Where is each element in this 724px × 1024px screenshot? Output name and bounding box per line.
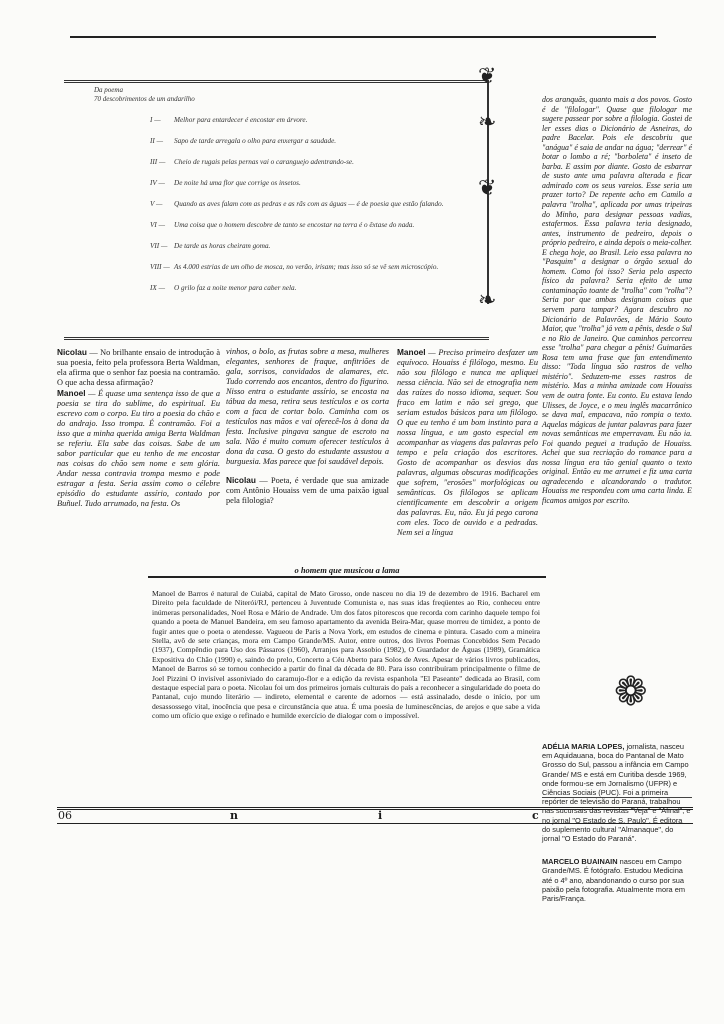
masthead-letter: n [230, 809, 238, 822]
credit-entry [542, 742, 692, 843]
poem-heading-line: 70 descobrimentos de um andarilho [94, 95, 195, 103]
speaker-label: Nicolau [57, 347, 87, 357]
credits-divider [542, 797, 692, 798]
footer-rule-top [57, 807, 693, 810]
credit-text: nasceu em Campo Grande/MS. É fotógrafo. Estudou Medicina até o 4º ano, abandonando o curso por sua paixão pela fotografia. Atualmente mora em Paris/França. [542, 857, 685, 904]
poem-verse [150, 137, 480, 146]
poem-verse [150, 179, 480, 188]
poem-heading-line: Da poema [94, 86, 123, 94]
interview-column-4 [542, 95, 692, 506]
poem-verse [150, 263, 480, 272]
floral-ornament-icon: ❁ [614, 669, 648, 715]
credit-text: jornalista, nasceu em Aquidauana, boca do Pantanal de Mato Grosso do Sul, passou a infância em Campo Grande/ MS e está em Curitiba desde 1969, onde formou-se em Jornalismo (UFPR) e Ciências Sociais (PUC). Foi a primeira repórter de televisão do Paraná, trabalhou nas sucursais das revistas "Veja" e "Afinal", e no jornal "O Estado de S. Paulo". É editora do suplemento cultural "Almanaque", do jornal "O Estado do Paraná". [542, 742, 691, 844]
verse-number: V — [150, 200, 163, 208]
verse-number: VII — [150, 242, 168, 250]
bio-title: o homem que musicou a lama [294, 565, 400, 575]
scroll-ornament-icon: ❦ [478, 64, 497, 89]
interview-column-2 [226, 347, 389, 506]
top-rule [70, 36, 656, 38]
verse-number: III — [150, 158, 166, 166]
footer-rule-bottom [57, 823, 693, 824]
poem-verses [150, 116, 480, 305]
verse-text: De tarde as horas cheiram goma. [174, 242, 271, 250]
masthead-letter: c [532, 809, 539, 822]
poem-verse [150, 116, 480, 125]
verse-text: Cheio de rugais pelas pernas vai o caranguejo adentrando-se. [174, 158, 354, 166]
page-number: 06 [58, 809, 72, 822]
speaker-label: Nicolau [226, 475, 256, 485]
verse-text: O grilo faz a noite menor para caber nela. [174, 284, 297, 292]
answer-text: vinhos, o bolo, as frutas sobre a mesa, mulheres elegantes, senhores de fraque, anfitriões de gala, sorrisos, convidados de alamares, etc. Tudo correndo aos encantos, dentro do figurino. Nisso entra o estudante assírio, se encosta na tábua da mesa, retira seus testículos e os corta com a faca de cortar bolo. Caminha com os testículos nas mãos e vai oferecê-los à dona da festa. Inclusive pingava sangue de escroto na sala. Não é muito comum oferecer testículos à dona da casa. O gesto do estudante assustou a burguesia. Mas parece que foi saudável depois. [226, 347, 389, 466]
poem-heading [94, 86, 195, 104]
scroll-ornament-icon: ❧ [478, 110, 497, 135]
answer-text: — Preciso primeiro desfazer um equívoco. Houaiss é filólogo, mesmo. Eu não sou filólogo e nunca me apliquei nessa ciência. Não sei de etnografia nem das raízes do nosso idioma, sequer. Sou fraco em latim e não sei grego, que seriam estudos básicos para um filólogo. O que eu tenho é um bom instinto para a nossa língua, e um gosto especial em acompanhar as viagens das palavras pelo tempo e pela criação dos escritores. Gosto de acompanhar os desvios das palavras, algumas obscuras modificações que sofrem, "erosões" morfológicas ou semânticas. Os filólogos se aplicam cientificamente em descobrir a origem das palavras. Eu, não. Eu já pego carona com eles. Toco de ouvido e a pedradas. Nem sei a língua [397, 348, 538, 537]
speaker-label: Manoel [397, 347, 426, 357]
credits [542, 742, 692, 913]
verse-text: Uma coisa que o homem descobre de tanto se encostar na terra é o êxtase do nada. [174, 221, 415, 229]
verse-number: VI — [150, 221, 165, 229]
masthead-letter: i [378, 809, 383, 822]
verse-number: II — [150, 137, 163, 145]
question-text: — Poeta, é verdade que sua amizade com Antônio Houaiss vem de uma paixão igual pela filologia? [226, 476, 389, 505]
answer-text: dos aranquãs, quanto mais a dos povos. Gosto é de "filologar". Quase que filologar me sugere passear por sobre a filologia. Gostei de ler esses dias o Dicionário de Asneiras, do padre Bacelar. Pois ele descobriu que "anágua" é saia de andar na água; "derrear" é botar o lombo a ré; "borboleta" é inseto de barba. E assim por diante. Gosto de esbarrar de susto ante uma palavra alterada e ficar admirado com os seus vareios. Esse seria um prazer torto? De repente acho em Camilo a palavra "trolha", aplicada por umas tripeiras do Minho, para designar pessoas vadias, estafermos. Essa palavra teria designado, antes, instrumento de pedreiro, depois o próprio pedreiro, e ainda depois o meia-colher. E chega hoje, ao Brasil. Leio essa palavra no "Pasquim" a designar o órgão sexual do homem. Como foi isso? Seria pelo aspecto físico da palavra? Seria efeito de uma contaminação toante de "trolha" com "rolha"? Seria por que ambas designam coisas que servem para tampar? Agora descubro no Dicionário de Palavrões, de Mário Souto Maior, que "trolha" já vem a pênis, desde o Sul e no Rio de Janeiro. Que caminhos percorreu esse "trolha" para chegar a pênis! Guimarães Rosa tem uma frase que fan entendimento disso: "Toda língua são rastros de velho mistério". Seduzem-me esses rastros de mistério. Mas a minha amizade com Houaiss vem de outra fonte. Eu conto. Eu estava lendo Ulisses, de Joyce, e o meu inglês macarrônico se dava mal, empacava, não rompia o texto. Aquelas mágicas de juntar palavras para fazer novas semânticas me emperravam. Eu não ia. Foi quando peguei a tradução de Houaiss. Achei que sua recriação do romance para a nossa língua era tão genial quanto o texto original. Então eu me arrumei e fiz uma carta agradecendo e alcandorando o tradutor. Houaiss me respondeu com uma carta linda. E ficamos amigos por escrito. [542, 95, 692, 505]
credit-name: MARCELO BUAINAIN [542, 857, 618, 867]
credit-name: ADÉLIA MARIA LOPES, [542, 742, 625, 751]
interview-column-3 [397, 347, 538, 538]
poem-verse [150, 242, 480, 251]
verse-text: Quando as aves falam com as pedras e as rãs com as águas — é de poesia que estão falando. [174, 200, 444, 208]
scroll-ornament-icon: ❧ [478, 288, 497, 313]
verse-text: As 4.000 estrias de um olho de mosca, no verão, irisam; mas isso só se vê sem microscópio. [174, 263, 439, 271]
scroll-ornament-icon: ❦ [478, 176, 497, 201]
bio-text: Manoel de Barros é natural de Cuiabá, capital de Mato Grosso, onde nasceu no dia 19 de dezembro de 1916. Bacharel em Direito pela faculdade de Niterói/RJ, pertenceu à Juventude Comunista e, nas suas idas freqüentes ao Rio, conheceu entre inúmeras personalidades, Noel Rosa e Mário de Andrade. Um dos fatos pitorescos que recorda com carinho daquele tempo foi quando a poeta de Manuel Bandeira, em seu famoso apartamento da avenida Beira-Mar, quase morreu de timidez, a ponto de fugir antes que o poeta o atendesse. Vagueou de Paris a Nova York, em estudos de cinema e pintura. Casado com a mineira Stella, avô de sete crianças, mora em Campo Grande/MS. Autor, entre outros, dos livros Poemas Concebidos Sem Pecado (1937), Compêndio para Uso dos Pássaros (1960), Arranjos para Assobio (1982), O Guardador de Águas (1989), Gramática Expositiva do Chão (1990) e, saindo do prelo, Concerto a Céu Aberto para Solos de Aves. Apesar de vários livros publicados, Manoel de Barros só se tornou conhecido a partir do final da década de 80. Para isso contribuíram principalmente o filme de Joel Pizzini O invisível assoniviado do caramujo-flor e a edição da revista espanhola "El Paseante" dedicada ao Brasil, com destaque especial para o poeta. Nicolau foi um dos primeiros jornais culturais do país a reconhecer a singularidade do poeta do Pantanal, cujo mundo literário — indireto, elemental e carente de adornos — está assinalado, desde o início, por um desassossego vital, inocência que pesa e circunstância que atua. É uma poesia de luminescências, de arejos e que sabe a vida como um ofício que exige o refinado e humilde exercício de dialogar com o impossível. [152, 589, 540, 721]
verse-text: De noite há uma flor que corrige os insetos. [174, 179, 301, 187]
credit-entry [542, 857, 692, 903]
speaker-label: Manoel [57, 388, 86, 398]
verse-number: I — [150, 116, 161, 124]
verse-number: VIII — [150, 263, 170, 271]
poem-verse [150, 200, 480, 209]
interview-column-1 [57, 347, 220, 509]
verse-number: IX — [150, 284, 165, 292]
verse-number: IV — [150, 179, 165, 187]
verse-text: Sapo de tarde arregala o olho para enxergar a saudade. [174, 137, 337, 145]
question-text: — No brilhante ensaio de introdução à sua poesia, feito pela professora Berta Waldman, ela afirma que o senhor faz poesia na contramão. O que acha dessa afirmação? [57, 348, 221, 387]
poem-verse [150, 158, 480, 167]
answer-text: — É quase uma sentença isso de que a poesia se tira do sublime, do espiritual. Eu escrevo com o corpo. Eu tiro a poesia do chão e do andrajo. Isso trompa. É contramão. Foi a isso que a minha querida amiga Berta Waldman se referiu. Ela sabe das coisas. Sabe de um sabor particular que eu tenho de me encostar nas coisas do chão sem nome e sem glória. Andar nessa contravia trompa mesmo e pode estragar a festa. Seria assim como o célebre episódio do estudante assírio, contado por Buñuel. Tudo arrumado, na festa. Os [57, 389, 220, 508]
poem-verse [150, 284, 480, 293]
verse-text: Melhor para entardecer é encostar em árvore. [174, 116, 308, 124]
poem-verse [150, 221, 480, 230]
